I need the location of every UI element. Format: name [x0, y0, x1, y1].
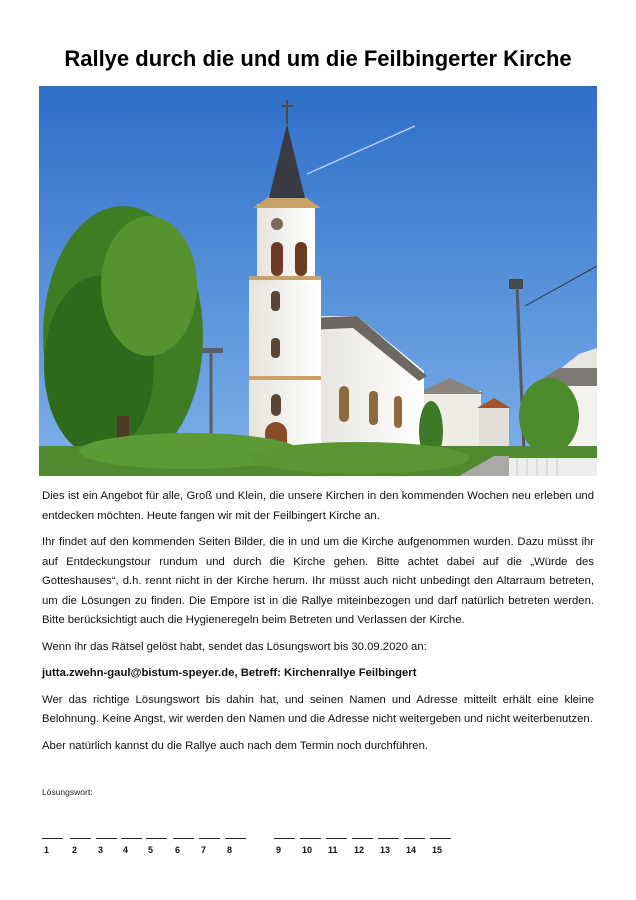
slot-7: [199, 838, 221, 855]
slot-1: [42, 838, 64, 855]
slot-number: 3: [98, 845, 104, 855]
instructions-paragraph: Ihr findet auf den kommenden Seiten Bilder, die in und um die Kirche aufgenommen wurden. Dazu müsst ihr auf Entdeckungstour rundum und durch die Kirche gehen. Bitte achtet dabei auf die „Würde des Gotteshauses“, d.h. rennt nicht in der Kirche herum. Ihr müsst auch nicht unbedingt den Altarraum betreten, um die Lösungen zu finden. Die Empore ist in die Rallye miteinbezogen und darf natürlich betreten werden. Bitte berücksichtigt auch die Hygieneregeln beim Betreten und Verlassen der Kirche.: [42, 536, 594, 626]
slot-number: 1: [44, 845, 50, 855]
slot-number: 13: [380, 845, 391, 855]
slot-10: [300, 838, 322, 855]
body-text: [42, 487, 594, 763]
slot-2: [70, 838, 92, 855]
slot-12: [352, 838, 374, 855]
page-title: Rallye durch die und um die Feilbingerter Kirche: [64, 46, 572, 71]
reward-paragraph: Wer das richtige Lösungswort bis dahin hat, und seinen Namen und Adresse mitteilt erhält eine kleine Belohnung. Keine Angst, wir werden den Namen und die Adresse nicht weitergeben und nicht weiterbenutzen.: [42, 693, 594, 725]
slot-number: 2: [72, 845, 78, 855]
slot-8: [225, 838, 247, 855]
church-photo: [39, 86, 597, 476]
closing-paragraph: Aber natürlich kannst du die Rallye auch nach dem Termin noch durchführen.: [42, 739, 428, 752]
slot-14: [404, 838, 426, 855]
slot-4: [121, 838, 143, 855]
slot-number: 8: [227, 845, 233, 855]
slot-number: 10: [302, 845, 313, 855]
slot-6: [173, 838, 195, 855]
slot-number: 4: [123, 845, 129, 855]
slot-number: 5: [148, 845, 154, 855]
slot-11: [326, 838, 348, 855]
slot-13: [378, 838, 400, 855]
slot-number: 15: [432, 845, 443, 855]
slot-3: [96, 838, 118, 855]
slot-number: 7: [201, 845, 207, 855]
slot-number: 11: [328, 845, 338, 855]
slot-number: 12: [354, 845, 365, 855]
church-illustration: [39, 86, 597, 476]
intro-paragraph: Dies ist ein Angebot für alle, Groß und Klein, die unsere Kirchen in den kommenden Wochen neu erleben und entdecken möchten. Heute fangen wir mit der Feilbingert Kirche an.: [42, 490, 594, 522]
slot-15: [430, 838, 452, 855]
slot-5: [146, 838, 168, 855]
slot-number: 14: [406, 845, 417, 855]
slot-number: 6: [175, 845, 181, 855]
solution-slots: [0, 838, 636, 868]
solution-label: Lösungswort:: [42, 787, 93, 797]
contact-email[interactable]: jutta.zwehn-gaul@bistum-speyer.de, Betreff: Kirchenrallye Feilbingert: [42, 667, 417, 679]
slot-9: [274, 838, 296, 855]
submission-paragraph: Wenn ihr das Rätsel gelöst habt, sendet das Lösungswort bis 30.09.2020 an:: [42, 640, 427, 653]
slot-number: 9: [276, 845, 282, 855]
